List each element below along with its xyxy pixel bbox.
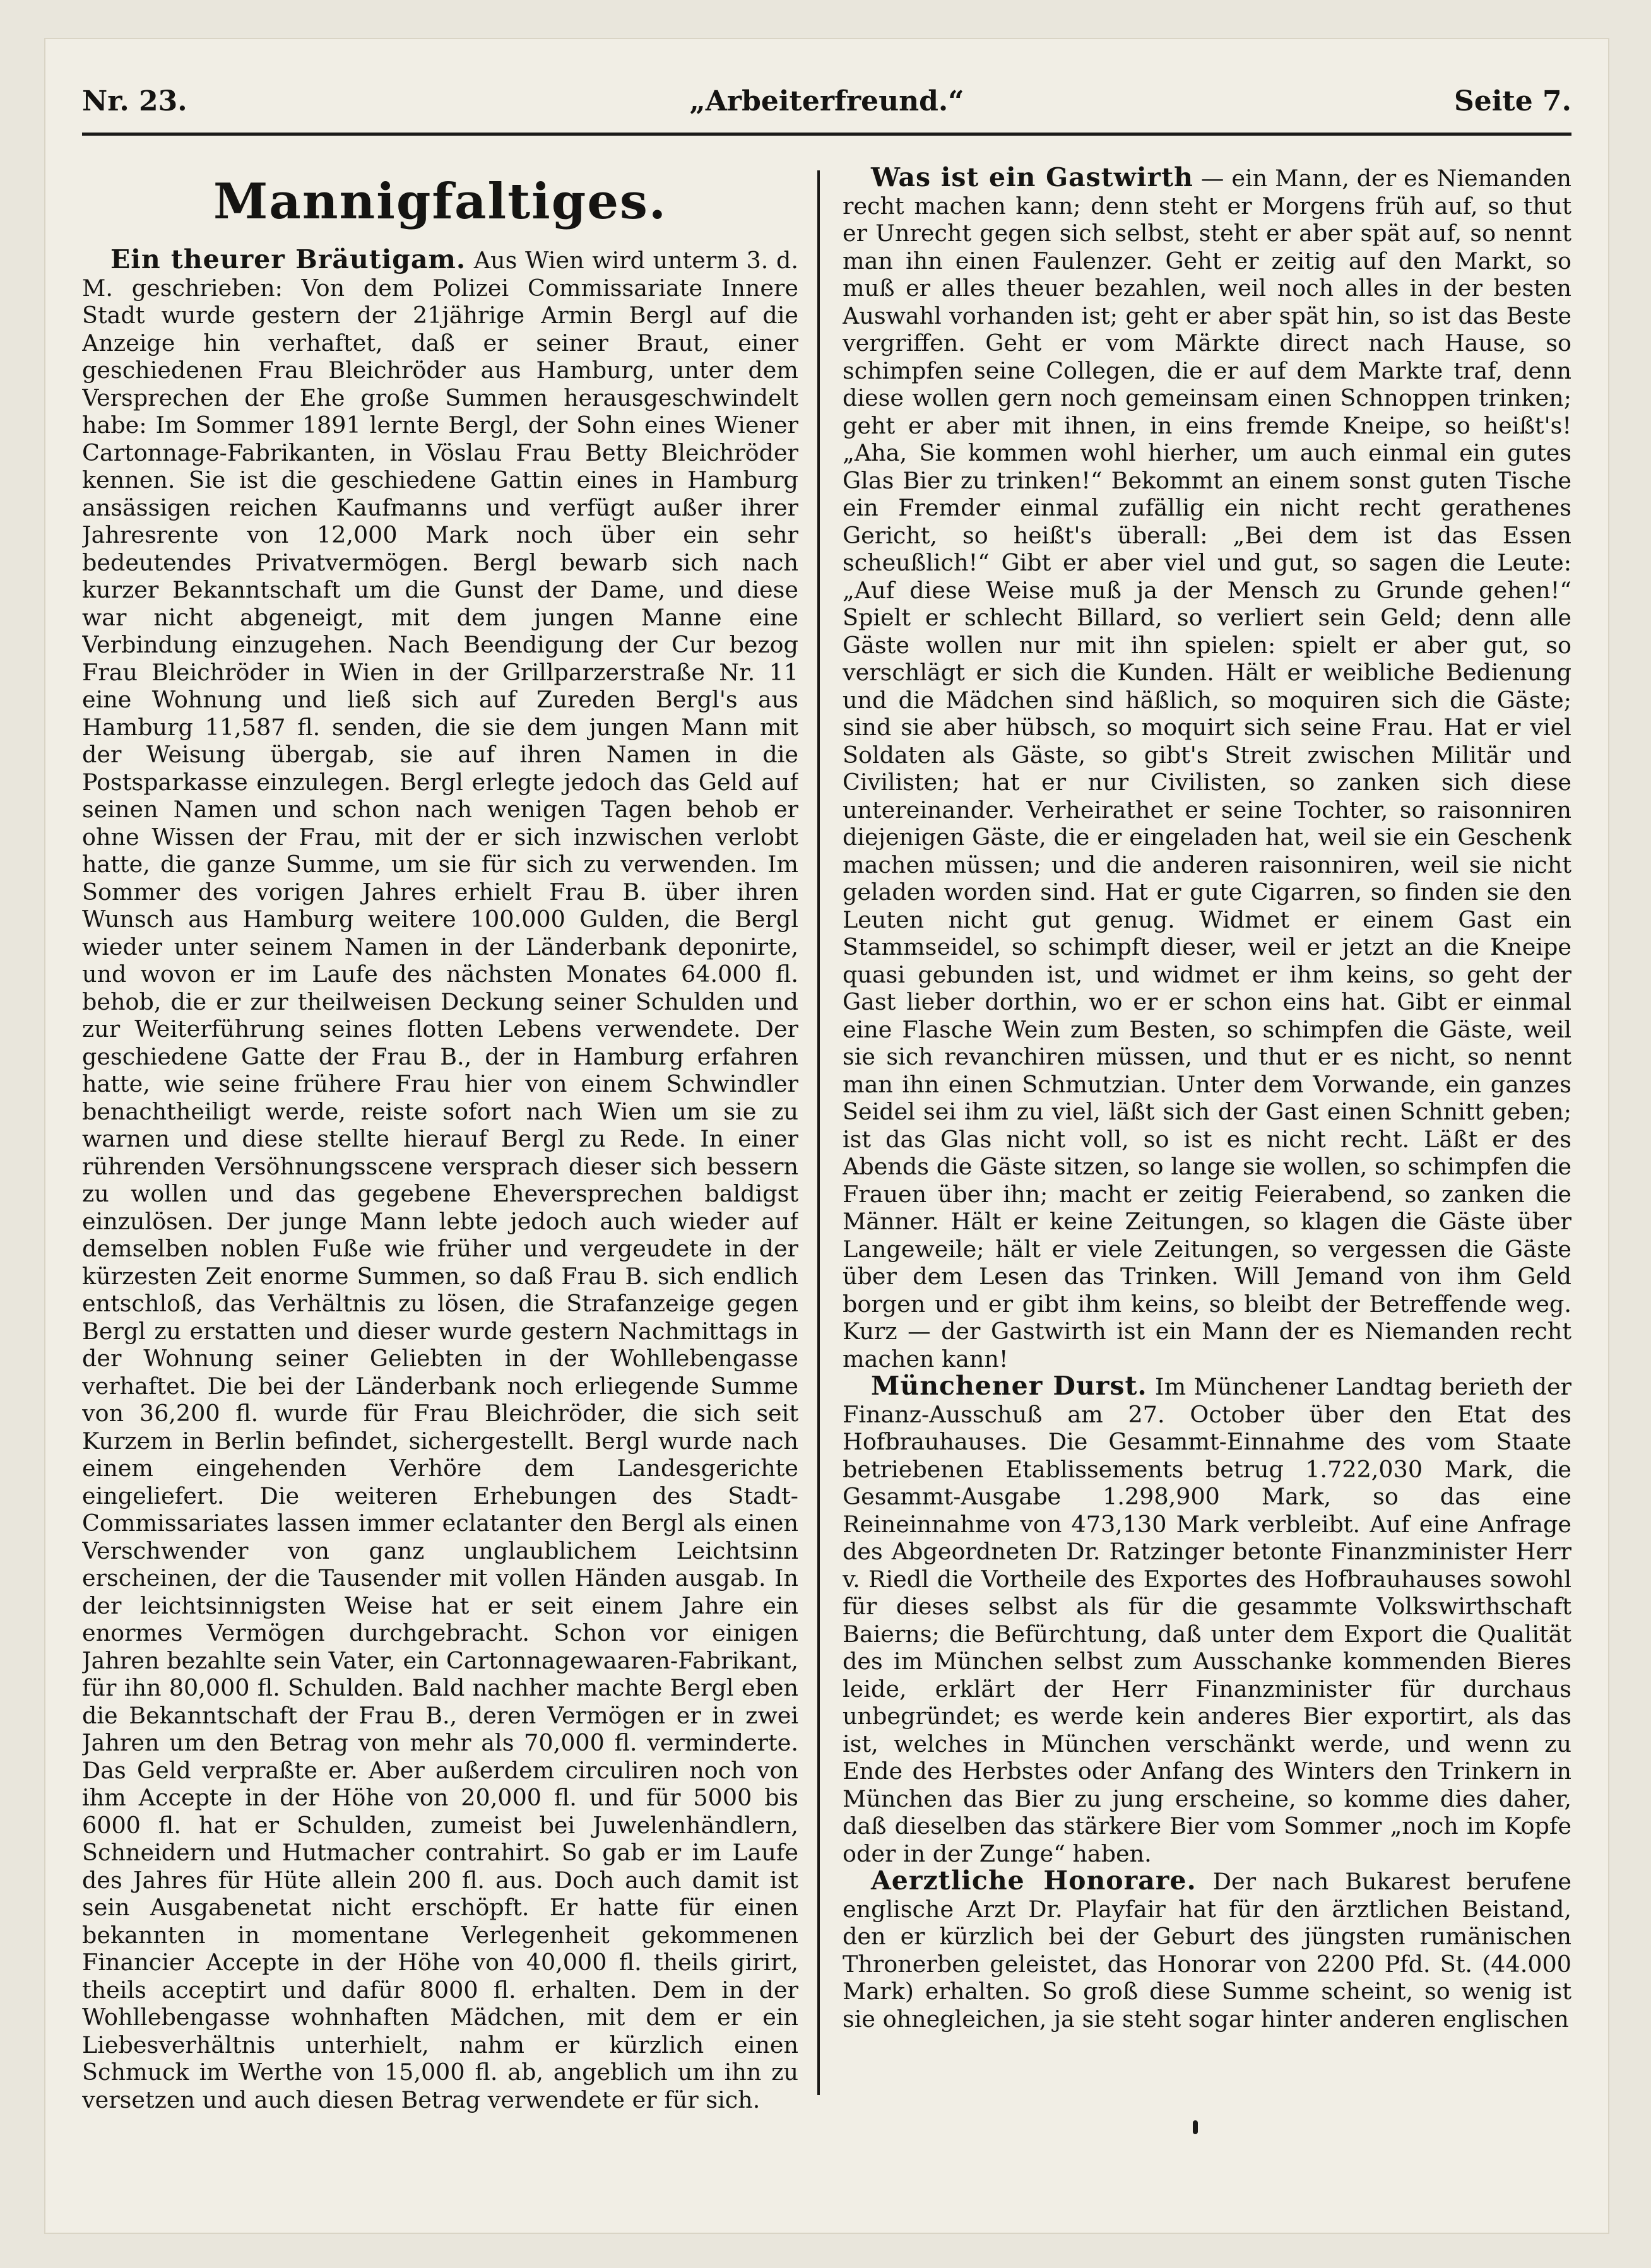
article-heading: Aerztliche Honorare. bbox=[871, 1865, 1197, 1896]
left-column bbox=[82, 164, 798, 2158]
ink-speck bbox=[1193, 2120, 1198, 2134]
article-brautigam bbox=[82, 246, 798, 2113]
article-heading: Was ist ein Gastwirth bbox=[871, 164, 1193, 192]
article-text: Im Münchener Landtag berieth der Finanz-Ausschuß am 27. October über den Etat des Hofbrauhauses. Die Gesammt-Einnahme des vom Staate betriebenen Etablissements betrug 1.722,030 Mark, die Gesammt-Ausgabe 1.298,900 Mark, so das eine Reineinnahme von 473,130 Mark verbleibt. Auf eine Anfrage des Abgeordneten Dr. Ratzinger betonte Finanzminister Herr v. Riedl die Vortheile des Exportes des Hofbrauhauses sowohl für dieses selbst als für die gesammte Volkswirthschaft Baierns; die Befürchtung, daß unter dem Export die Qualität des im München selbst zum Ausschanke kommenden Bieres leide, erklärt der Herr Finanzminister für durchaus unbegründet; es werde kein anderes Bier exportirt, als das ist, welches in München verschänkt werde, und wenn zu Ende des Herbstes oder Anfang des Winters den Trinkern in München das Bier zu jung erscheine, so komme dies daher, daß dieselben das stärkere Bier vom Sommer „noch im Kopfe oder in der Zunge“ haben. bbox=[843, 1373, 1571, 1867]
article-heading: Münchener Durst. bbox=[871, 1371, 1147, 1401]
section-title: Mannigfaltiges. bbox=[213, 173, 668, 230]
article-heading: Ein theurer Bräutigam. bbox=[110, 244, 466, 275]
article-text: Aus Wien wird unterm 3. d. M. geschrieben: Von dem Polizei Commissariate Innere Stadt wurde gestern der 21jährige Armin Bergl auf die Anzeige hin verhaftet, daß er seiner Braut, einer geschiedenen Frau Bleichröder aus Hamburg, unter dem Versprechen der Ehe große Summen herausgeschwindelt habe: Im Sommer 1891 lernte Bergl, der Sohn eines Wiener Cartonnage-Fabrikanten, in Vöslau Frau Betty Bleichröder kennen. Sie ist die geschiedene Gattin eines in Hamburg ansässigen reichen Kaufmanns und verfügt außer ihrer Jahresrente von 12,000 Mark noch über ein sehr bedeutendes Privatvermögen. Bergl bewarb sich nach kurzer Bekanntschaft um die Gunst der Dame, und diese war nicht abgeneigt, mit dem jungen Manne eine Verbindung einzugehen. Nach Beendigung der Cur bezog Frau Bleichröder in Wien in der Grillparzerstraße Nr. 11 eine Wohnung und ließ sich auf Zureden Bergl's aus Hamburg 11,587 fl. senden, die sie dem jungen Mann mit der Weisung übergab, sie auf ihren Namen in die Postsparkasse einzulegen. Bergl erlegte jedoch das Geld auf seinen Namen und schon nach wenigen Tagen behob er ohne Wissen der Frau, mit der er sich inzwischen verlobt hatte, die ganze Summe, um sie für sich zu verwenden. Im Sommer des vorigen Jahres erhielt Frau B. über ihren Wunsch aus Hamburg weitere 100.000 Gulden, die Bergl wieder unter seinem Namen in der Länderbank deponirte, und wovon er im Laufe des nächsten Monates 64.000 fl. behob, die er zur theilweisen Deckung seiner Schulden und zur Weiterführung seines flotten Lebens verwendete. Der geschiedene Gatte der Frau B., der in Hamburg erfahren hatte, wie seine frühere Frau hier von einem Schwindler benachtheiligt werde, reiste sofort nach Wien um sie zu warnen und diese stellte hierauf Bergl zu Rede. In einer rührenden Versöhnungsscene versprach dieser sich bessern zu wollen und das gegebene Eheversprechen baldigst einzulösen. Der junge Mann lebte jedoch auch wieder auf demselben noblen Fuße wie früher und vergeudete in der kürzesten Zeit enorme Summen, so daß Frau B. sich endlich entschloß, das Verhältnis zu lösen, die Strafanzeige gegen Bergl zu erstatten und dieser wurde gestern Nachmittags in der Wohnung seiner Geliebten in der Wohllebengasse verhaftet. Die bei der Länderbank noch erliegende Summe von 36,200 fl. wurde für Frau Bleichröder, die sich seit Kurzem in Berlin befindet, sichergestellt. Bergl wurde nach einem eingehenden Verhöre dem Landesgerichte eingeliefert. Die weiteren Erhebungen des Stadt-Commissariates lassen immer eclatanter den Bergl als einen Verschwender von ganz unglaublichem Leichtsinn erscheinen, der die Tausender mit vollen Händen ausgab. In der leichtsinnigsten Weise hat er seit einem Jahre ein enormes Vermögen durchgebracht. Schon vor einigen Jahren bezahlte sein Vater, ein Cartonnagewaaren-Fabrikant, für ihn 80,000 fl. Schulden. Bald nachher machte Bergl eben die Bekanntschaft der Frau B., deren Vermögen er in zwei Jahren um den Betrag von mehr als 70,000 fl. verminderte. Das Geld verpraßte er. Aber außerdem circuliren noch von ihm Accepte in der Höhe von 20,000 fl. und für 5000 bis 6000 fl. hat er Schulden, zumeist bei Juwelenhändlern, Schneidern und Hutmacher contrahirt. So gab er im Laufe des Jahres für Hüte allein 200 fl. aus. Doch auch damit ist sein Ausgabenetat nicht erschöpft. Er hatte für einen bekannten in momentane Verlegenheit gekommenen Financier Accepte in der Höhe von 40,000 fl. theils girirt, theils acceptirt und dafür 8000 fl. erhalten. Dem in der Wohllebengasse wohnhaften Mädchen, mit dem er ein Liebesverhältnis unterhielt, nahm er kürzlich einen Schmuck im Werthe von 15,000 fl. ab, angeblich um ihn zu versetzen und auch diesen Betrag verwendete er für sich. bbox=[82, 247, 798, 2113]
right-column bbox=[843, 164, 1571, 2158]
column-divider bbox=[817, 170, 820, 2095]
article-gastwirth bbox=[843, 164, 1571, 1373]
newspaper-page bbox=[44, 38, 1609, 2234]
page-number: Seite 7. bbox=[1453, 85, 1571, 117]
newspaper-title: „Arbeiterfreund.“ bbox=[689, 85, 964, 117]
page-header bbox=[82, 79, 1571, 136]
article-text: — ein Mann, der es Niemanden recht machen kann; denn steht er Morgens früh auf, so thut er Unrecht gegen sich selbst, steht er aber spät auf, so nennt man ihn einen Faulenzer. Geht er zeitig auf den Markt, so muß er alles theuer bezahlen, weil noch alles in der besten Auswahl vorhanden ist; geht er aber spät hin, so ist das Beste vergriffen. Geht er vom Märkte direct nach Hause, so schimpfen seine Collegen, die er auf dem Markte traf, denn diese wollen gern noch gemeinsam einen Schnoppen trinken; geht er aber mit ihnen, in eins fremde Kneipe, so heißt's! „Aha, Sie kommen wohl hierher, um auch einmal ein gutes Glas Bier zu trinken!“ Bekommt an einem sonst guten Tische ein Fremder einmal zufällig ein nicht recht gerathenes Gericht, so heißt's überall: „Bei dem ist das Essen scheußlich!“ Gibt er aber viel und gut, so sagen die Leute: „Auf diese Weise muß ja der Mensch zu Grunde gehen!“ Spielt er schlecht Billard, so verliert sein Geld; denn alle Gäste wollen nur mit ihn spielen: spielt er aber gut, so verschlägt er sich die Kunden. Hält er weibliche Bedienung und die Mädchen sind häßlich, so moquiren sich die Gäste; sind sie aber hübsch, so moquirt sich seine Frau. Hat er viel Soldaten als Gäste, so gibt's Streit zwischen Militär und Civilisten; hat er nur Civilisten, so zanken sich diese untereinander. Verheirathet er seine Tochter, so raisonniren diejenigen Gäste, die er eingeladen hat, weil sie ein Geschenk machen müssen; und die anderen raisonniren, weil sie nicht geladen worden sind. Hat er gute Cigarren, so finden sie den Leuten nicht gut genug. Widmet er einem Gast ein Stammseidel, so schimpft dieser, weil er jetzt an die Kneipe quasi gebunden ist, und widmet er ihm keins, so geht der Gast lieber dorthin, wo er er schon eins hat. Gibt er einmal eine Flasche Wein zum Besten, so schimpfen die Gäste, weil sie sich revanchiren müssen, und thut er es nicht, so nennt man ihn einen Schmutzian. Unter dem Vorwande, ein ganzes Seidel sei ihm zu viel, läßt sich der Gast einen Schnitt geben; ist das Glas nicht voll, so ist es nicht recht. Läßt er des Abends die Gäste sitzen, so lange sie wollen, so schimpfen die Frauen über ihn; macht er zeitig Feierabend, so zanken die Männer. Hält er keine Zeitungen, so klagen die Gäste über Langeweile; hält er viele Zeitungen, so vergessen die Gäste über dem Lesen das Trinken. Will Jemand von ihm Geld borgen und er gibt ihm keins, so bleibt der Betreffende weg. Kurz — der Gastwirth ist ein Mann der es Niemanden recht machen kann! bbox=[843, 165, 1571, 1373]
article-honorare bbox=[843, 1867, 1571, 2033]
article-text: Der nach Bukarest berufene englische Arzt Dr. Playfair hat für den ärztlichen Beistand, den er kürzlich bei der Geburt des jüngsten rumänischen Thronerben geleistet, das Honorar von 2200 Pfd. St. (44.000 Mark) erhalten. So groß diese Summe scheint, so wenig ist sie ohnegleichen, ja sie steht sogar hinter anderen englischen bbox=[843, 1868, 1571, 2033]
header-rule bbox=[82, 133, 1571, 136]
article-durst bbox=[843, 1373, 1571, 1867]
issue-number: Nr. 23. bbox=[82, 85, 187, 117]
